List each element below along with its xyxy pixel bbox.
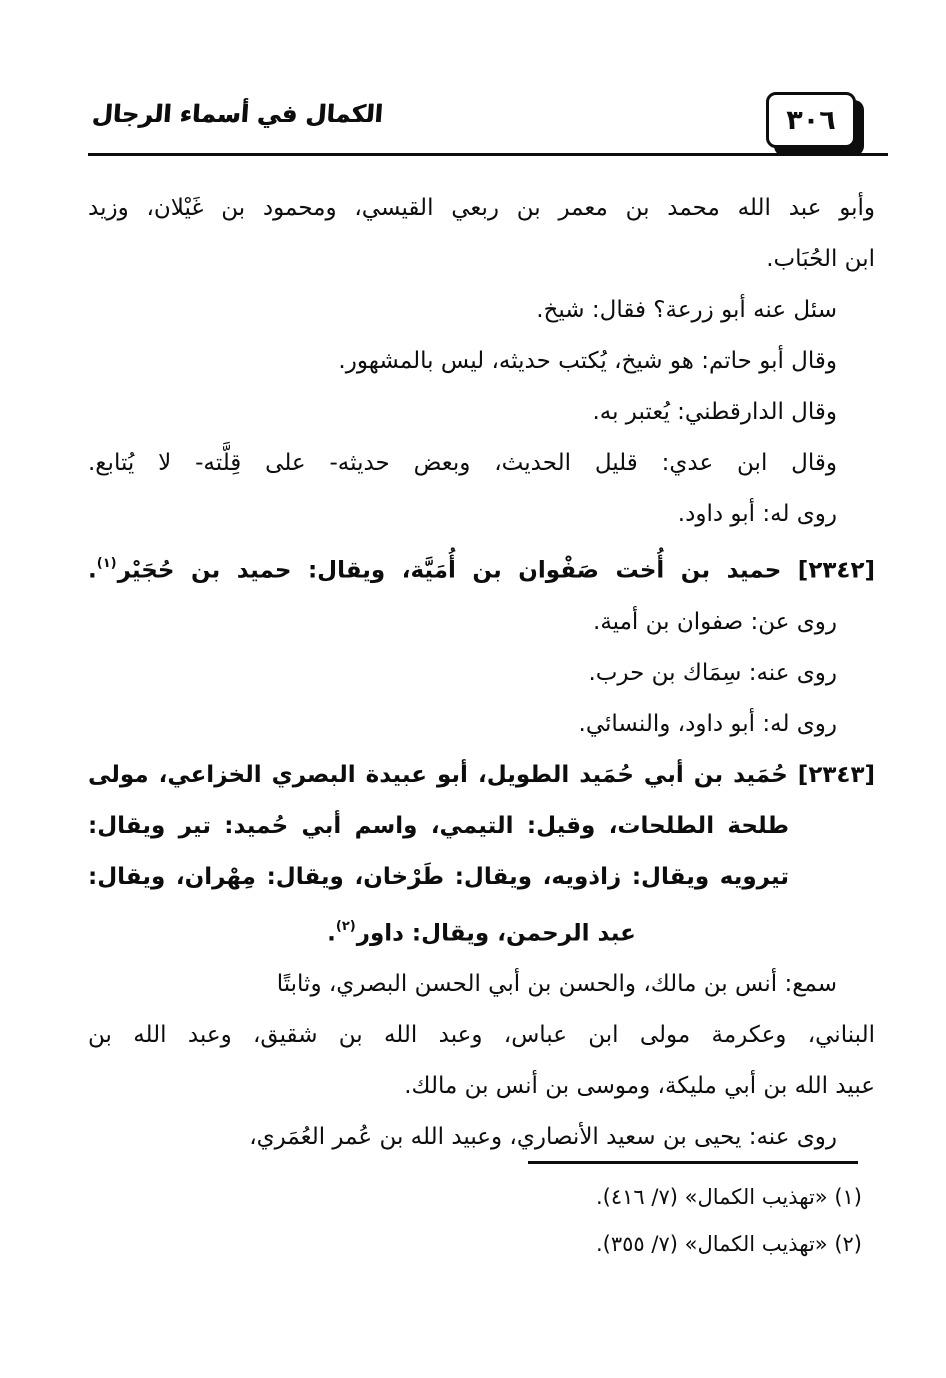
footnote-1: (١) «تهذيب الكمال» (٧/ ٤١٦).	[596, 1185, 862, 1209]
paragraph-line: وقال الدارقطني: يُعتبر به.	[592, 399, 837, 425]
entry-2342-text: [٢٣٤٢] حميد بن أُخت صَفْوان بن أُمَيَّة، ويقال: حميد بن حُجَيْر	[117, 557, 875, 584]
entry-2343-continuation: طلحة الطلحات، وقيل: التيمي، واسم أبي حُميد: تير ويقال:	[88, 812, 789, 839]
paragraph-line: عبيد الله بن أبي مليكة، وموسى بن أنس بن مالك.	[404, 1073, 875, 1100]
paragraph-line: ابن الحُبَاب.	[766, 246, 875, 272]
entry-2343-heading: [٢٣٤٣] حُمَيد بن أبي حُمَيد الطويل، أبو عبيدة البصري الخزاعي، مولى	[88, 761, 875, 788]
footnote-2: (٢) «تهذيب الكمال» (٧/ ٣٥٥).	[596, 1232, 862, 1256]
entry-2342-period: .	[88, 557, 97, 584]
entry-2343-period: .	[327, 920, 336, 947]
entry-2343-last-line	[88, 903, 875, 960]
paragraph-line: وقال ابن عدي: قليل الحديث، وبعض حديثه- على قِلَّته- لا يُتابع.	[88, 450, 837, 476]
paragraph-line: روى عنه: سِمَاك بن حرب.	[588, 659, 837, 686]
body-text	[88, 183, 875, 1163]
footnote-ref-1: (١)	[96, 556, 117, 571]
paragraph-line: روى له: أبو داود، والنسائي.	[578, 710, 837, 737]
page-number: ٣٠٦	[786, 104, 836, 136]
paragraph-line: روى له: أبو داود.	[677, 501, 837, 527]
footnote-ref-2: (٢)	[335, 918, 356, 934]
paragraph-line: روى عنه: يحيى بن سعيد الأنصاري، وعبيد الله بن عُمر العُمَري،	[249, 1124, 837, 1151]
footnote-separator-rule	[528, 1161, 858, 1164]
entry-2343-continuation: تيرويه ويقال: زاذويه، ويقال: طَرْخان، ويقال: مِهْران، ويقال:	[88, 863, 789, 890]
footnotes-block	[596, 1174, 862, 1268]
paragraph-line: وقال أبو حاتم: هو شيخ، يُكتب حديثه، ليس بالمشهور.	[338, 348, 837, 374]
paragraph-line: وأبو عبد الله محمد بن معمر بن ربعي القيسي، ومحمود بن غَيْلان، وزيد	[88, 195, 875, 221]
book-title-calligraphy: الكمال في أسماء الرجال	[91, 100, 384, 128]
paragraph-line: سئل عنه أبو زرعة؟ فقال: شيخ.	[536, 297, 837, 323]
page-number-badge	[766, 92, 856, 148]
paragraph-line: روى عن: صفوان بن أمية.	[593, 608, 837, 635]
paragraph-line: سمع: أنس بن مالك، والحسن بن أبي الحسن البصري، وثابتًا	[276, 971, 837, 998]
header-divider-rule	[88, 153, 888, 156]
entry-2342-heading	[88, 540, 875, 597]
entry-2343-text: عبد الرحمن، ويقال: داور	[356, 920, 636, 947]
paragraph-line: البناني، وعكرمة مولى ابن عباس، وعبد الله بن شقيق، وعبد الله بن	[88, 1022, 875, 1049]
